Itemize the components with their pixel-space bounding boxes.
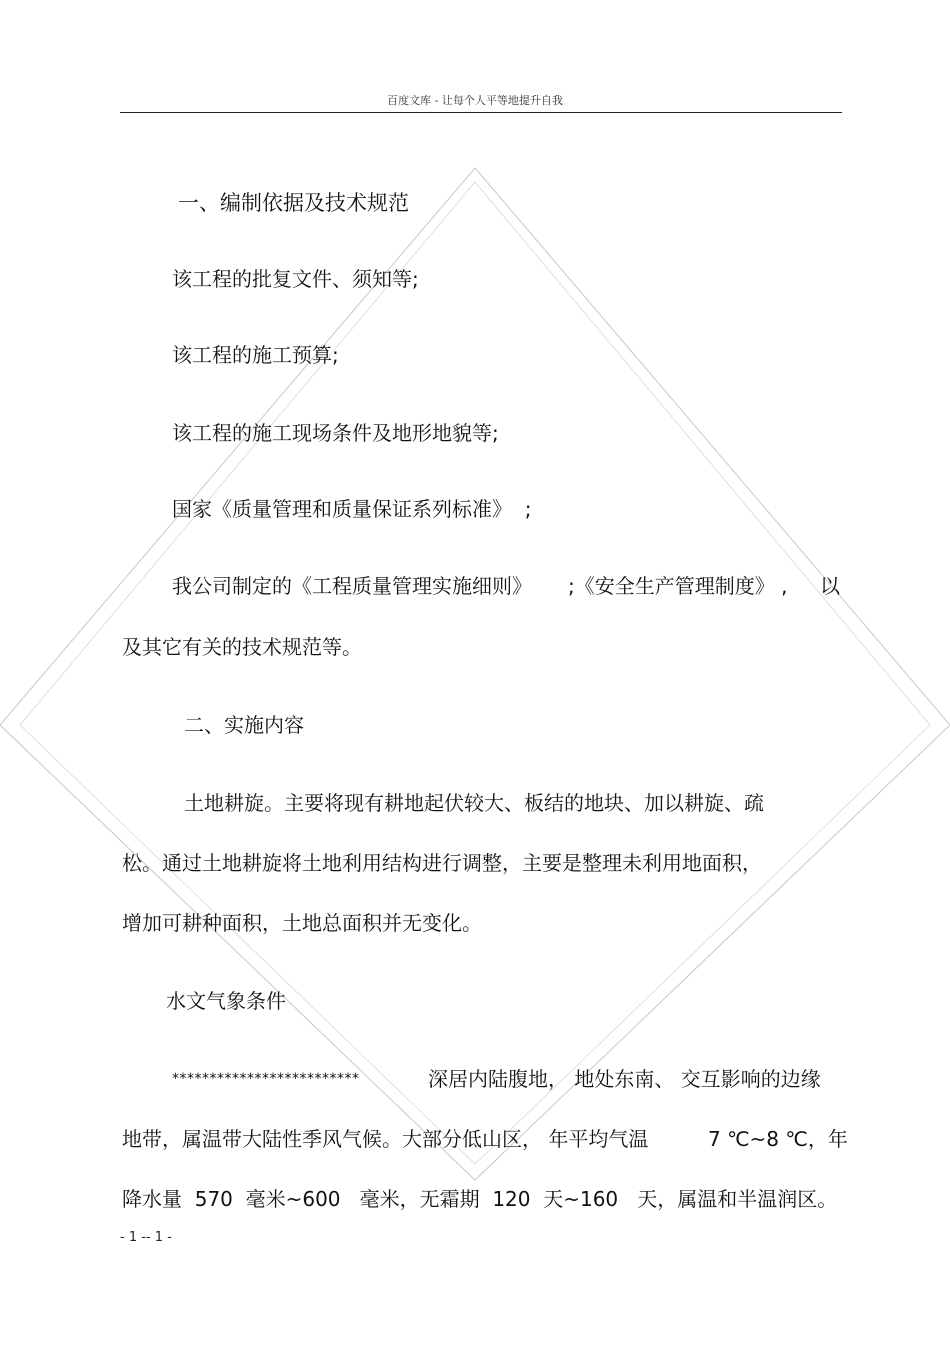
page-number: - 1 -- 1 - [120, 1230, 172, 1245]
watermark-outer-diamond [0, 168, 950, 1180]
watermark-inner-diamond [20, 182, 930, 1164]
paragraph-line-part: 7 ℃~8 ℃，年 [708, 1127, 848, 1151]
list-item: 该工程的施工现场条件及地形地貌等; [172, 421, 499, 445]
masked-location-stars: ************************* [172, 1071, 360, 1087]
section-1-title: 一、编制依据及技术规范 [178, 191, 409, 215]
page-header: 百度文库 - 让每个人平等地提升自我 [387, 94, 563, 107]
paragraph-line: 土地耕旋。主要将现有耕地起伏较大、板结的地块、加以耕旋、疏 [184, 791, 764, 815]
section-2-title: 二、实施内容 [184, 713, 304, 737]
paragraph-line: 地带，属温带大陆性季风气候。大部分低山区， 年平均气温 [122, 1127, 649, 1151]
section-3-title: 水文气象条件 [166, 989, 286, 1013]
paragraph-line: 松。通过土地耕旋将土地利用结构进行调整，主要是整理未利用地面积， [122, 851, 762, 875]
paragraph-line: 降水量 570 毫米~600 毫米，无霜期 120 天~160 天，属温和半温润区。 [122, 1187, 838, 1211]
list-item: 国家《质量管理和质量保证系列标准》 ; [172, 497, 532, 521]
list-item-part: 我公司制定的《工程质量管理实施细则》 [172, 574, 532, 598]
list-item-part: ;《安全生产管理制度》 , [568, 574, 788, 598]
paragraph-line: 深居内陆腹地， 地处东南、 交互影响的边缘 [428, 1067, 821, 1091]
paragraph-line: 增加可耕种面积，土地总面积并无变化。 [122, 911, 482, 935]
list-item-part: 以 [820, 574, 840, 598]
header-rule [120, 112, 842, 113]
list-item: 该工程的批复文件、须知等; [172, 267, 419, 291]
list-item-continuation: 及其它有关的技术规范等。 [122, 635, 362, 659]
list-item: 该工程的施工预算; [172, 343, 339, 367]
